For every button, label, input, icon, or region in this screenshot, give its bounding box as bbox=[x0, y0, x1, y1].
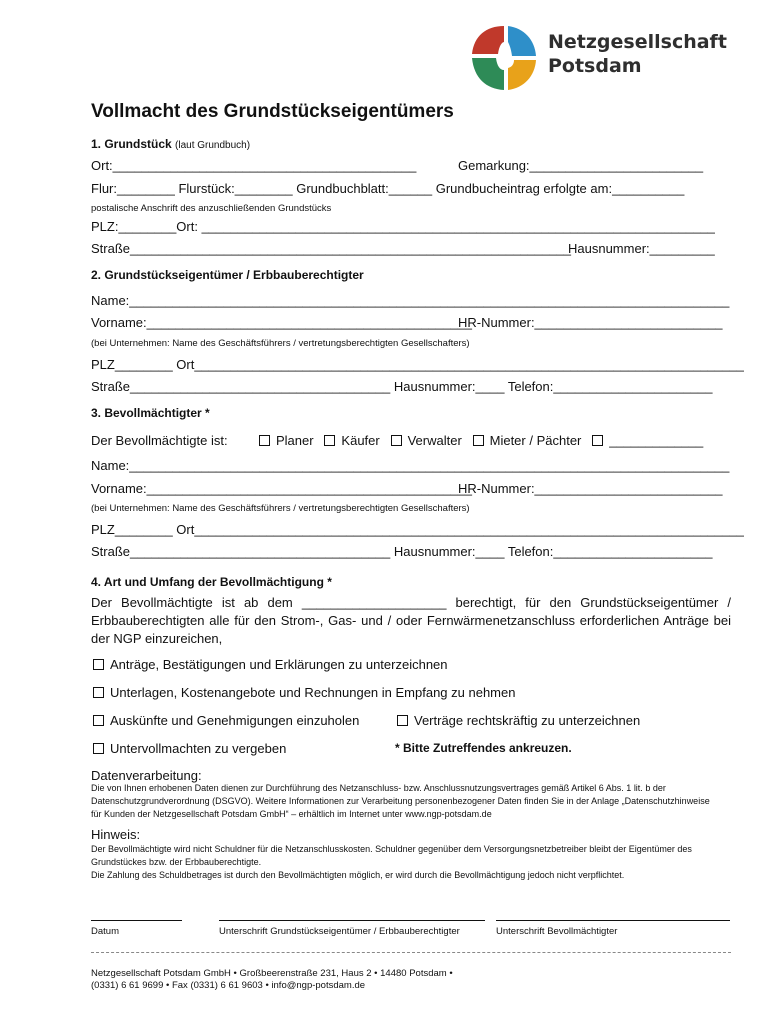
option-planer[interactable] bbox=[259, 433, 314, 448]
section-1-heading bbox=[91, 137, 250, 151]
scope-item-1[interactable] bbox=[93, 657, 448, 672]
page-title: Vollmacht des Grundstückseigentümers bbox=[91, 101, 454, 122]
authorization-paragraph: Der Bevollmächtigte ist ab dem ____________________ berechtigt, für den Grundstückseigentümer / Erbbauberechtigten alle für den Strom-, Gas- und / oder Fernwärmenetzanschluss erforderlichen Anträge bei der NGP einzureichen, bbox=[91, 595, 731, 646]
option-other[interactable] bbox=[592, 433, 703, 448]
scope-item-3[interactable] bbox=[93, 713, 359, 728]
option-label: Käufer bbox=[341, 433, 380, 448]
owner-company-note: (bei Unternehmen: Name des Geschäftsführers / vertretungsberechtigten Gesellschafters) bbox=[91, 338, 470, 349]
checkbox-icon[interactable] bbox=[93, 743, 104, 754]
checkbox-icon[interactable] bbox=[93, 687, 104, 698]
hint-text-2: Die Zahlung des Schuldbetrages ist durch den Bevollmächtigten möglich, er wird durch die Bevollmächtigung jedoch nicht verpflichtet. bbox=[91, 870, 625, 880]
scope-item-2[interactable] bbox=[93, 685, 515, 700]
footer-contact: (0331) 6 61 9699 • Fax (0331) 6 61 9603 • info@ngp-potsdam.de bbox=[91, 980, 366, 991]
checkbox-icon[interactable] bbox=[93, 659, 104, 670]
owner-signature-label: Unterschrift Grundstückseigentümer / Erbbauberechtigter bbox=[219, 926, 460, 937]
owner-name-field[interactable]: Name:___________________________________________________________________________________ bbox=[91, 293, 730, 308]
section-1-note: (laut Grundbuch) bbox=[175, 140, 251, 151]
section-3-heading: 3. Bevollmächtigter * bbox=[91, 406, 210, 420]
agent-company-note: (bei Unternehmen: Name des Geschäftsführers / vertretungsberechtigten Gesellschafters) bbox=[91, 503, 470, 514]
checkbox-icon[interactable] bbox=[324, 435, 335, 446]
plz-ort-field[interactable]: PLZ:________Ort: _______________________________________________________________________ bbox=[91, 219, 715, 234]
checkbox-icon[interactable] bbox=[93, 715, 104, 726]
agent-role-options bbox=[259, 433, 703, 448]
checkbox-icon[interactable] bbox=[473, 435, 484, 446]
privacy-heading: Datenverarbeitung: bbox=[91, 768, 202, 783]
checkbox-icon[interactable] bbox=[592, 435, 603, 446]
agent-strasse-row[interactable]: Straße____________________________________ Hausnummer:____ Telefon:______________________ bbox=[91, 544, 713, 559]
scope-label: Untervollmachten zu vergeben bbox=[110, 741, 287, 756]
agent-plz-ort-field[interactable]: PLZ________ Ort____________________________________________________________________________ bbox=[91, 522, 744, 537]
footer-address: Netzgesellschaft Potsdam GmbH • Großbeerenstraße 231, Haus 2 • 14480 Potsdam • bbox=[91, 968, 453, 979]
hint-text-1: Der Bevollmächtigte wird nicht Schuldner für die Netzanschlusskosten. Schuldner gegenüber dem Versorgungsnetzbetreiber bleibt der Eigentümer des Grundstückes bzw. der Erbbauberechtigte. bbox=[91, 844, 692, 867]
section-4-heading: 4. Art und Umfang der Bevollmächtigung * bbox=[91, 575, 332, 589]
option-label: Mieter / Pächter bbox=[489, 433, 582, 448]
option-mieter[interactable] bbox=[473, 433, 582, 448]
checkbox-icon[interactable] bbox=[259, 435, 270, 446]
option-kaeufer[interactable] bbox=[324, 433, 379, 448]
flur-row[interactable]: Flur:________ Flurstück:________ Grundbuchblatt:______ Grundbucheintrag erfolgte am:__________ bbox=[91, 181, 685, 196]
brand-line-2: Potsdam bbox=[548, 55, 642, 77]
option-label: Verwalter bbox=[407, 433, 462, 448]
scope-item-5[interactable] bbox=[93, 741, 286, 756]
hausnummer-field[interactable]: Hausnummer:_________ bbox=[568, 241, 715, 256]
date-signature-line[interactable] bbox=[91, 920, 182, 921]
owner-hr-field[interactable]: HR-Nummer:__________________________ bbox=[458, 315, 723, 330]
date-label: Datum bbox=[91, 926, 119, 937]
option-verwalter[interactable] bbox=[391, 433, 462, 448]
strasse-field[interactable]: Straße_____________________________________________________________ bbox=[91, 241, 572, 256]
agent-role-lead: Der Bevollmächtigte ist: bbox=[91, 433, 228, 448]
scope-label: Verträge rechtskräftig zu unterzeichnen bbox=[414, 713, 641, 728]
ort-field[interactable]: Ort:__________________________________________ bbox=[91, 158, 417, 173]
address-note: postalische Anschrift des anzuschließenden Grundstücks bbox=[91, 203, 332, 214]
agent-hr-field[interactable]: HR-Nummer:__________________________ bbox=[458, 481, 723, 496]
scope-label: Unterlagen, Kostenangebote und Rechnungen in Empfang zu nehmen bbox=[110, 685, 516, 700]
hint-heading: Hinweis: bbox=[91, 827, 141, 842]
brand-line-1: Netzgesellschaft bbox=[548, 31, 727, 53]
agent-signature-label: Unterschrift Bevollmächtigter bbox=[496, 926, 618, 937]
ngp-logo-icon bbox=[468, 22, 540, 94]
agent-vorname-field[interactable]: Vorname:_____________________________________________ bbox=[91, 481, 472, 496]
checkbox-icon[interactable] bbox=[397, 715, 408, 726]
owner-signature-line[interactable] bbox=[219, 920, 485, 921]
agent-signature-line[interactable] bbox=[496, 920, 730, 921]
scope-item-4[interactable] bbox=[397, 713, 640, 728]
owner-vorname-field[interactable]: Vorname:_____________________________________________ bbox=[91, 315, 472, 330]
option-label: Planer bbox=[276, 433, 314, 448]
privacy-text: Die von Ihnen erhobenen Daten dienen zur Durchführung des Netzanschluss- bzw. Anschlussnutzungsvertrages gemäß Artikel 6 Abs. 1 lit. b der Datenschutzgrundverordnung (DSGVO). Weitere Informationen zur Verarbeitung personenbezogener Daten finden Sie in der Anlage „Datenschutzhinweise für Kunden der Netzgesellschaft Potsdam GmbH“ – erhältlich im Internet unter www.ngp-potsdam.de bbox=[91, 783, 710, 819]
brand-name bbox=[548, 30, 727, 78]
option-label: _____________ bbox=[609, 433, 704, 448]
section-2-heading: 2. Grundstückseigentümer / Erbbauberechtigter bbox=[91, 268, 364, 282]
checkbox-icon[interactable] bbox=[391, 435, 402, 446]
agent-name-field[interactable]: Name:___________________________________________________________________________________ bbox=[91, 458, 730, 473]
owner-plz-ort-field[interactable]: PLZ________ Ort____________________________________________________________________________ bbox=[91, 357, 744, 372]
owner-strasse-row[interactable]: Straße____________________________________ Hausnummer:____ Telefon:______________________ bbox=[91, 379, 713, 394]
footer-divider bbox=[91, 952, 731, 953]
gemarkung-field[interactable]: Gemarkung:________________________ bbox=[458, 158, 704, 173]
scope-label: Auskünfte und Genehmigungen einzuholen bbox=[110, 713, 360, 728]
scope-label: Anträge, Bestätigungen und Erklärungen zu unterzeichnen bbox=[110, 657, 448, 672]
tick-note: * Bitte Zutreffendes ankreuzen. bbox=[395, 741, 572, 755]
section-1-title: 1. Grundstück bbox=[91, 137, 172, 151]
